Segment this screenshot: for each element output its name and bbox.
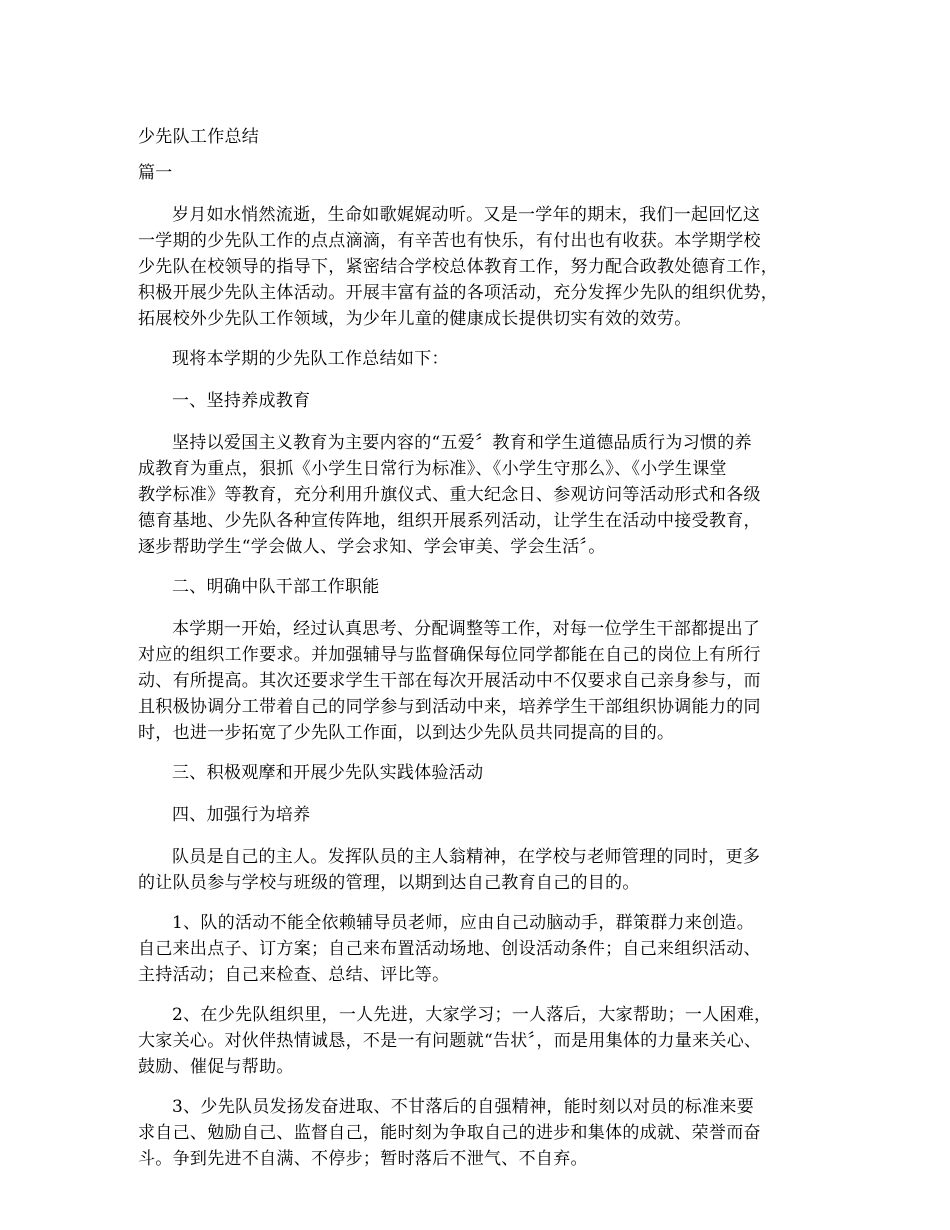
paragraph [138, 1002, 828, 1080]
paragraph [138, 910, 828, 988]
heading-text: 现将本学期的少先队工作总结如下： [172, 349, 449, 369]
paragraph-line: 一学期的少先队工作的点点滴滴，有辛苦也有快乐，有付出也有收获。本学期学校 [138, 231, 761, 251]
paragraph-line: 自己来出点子、订方案；自己来布置活动场地、创设活动条件；自己来组织活动、 [138, 939, 761, 959]
section-heading [138, 802, 828, 828]
paragraph-line: 拓展校外少先队工作领域，为少年儿童的健康成长提供切实有效的效劳。 [138, 309, 692, 329]
paragraph-line: 动、有所提高。其次还要求学生干部在每次开展活动中不仅要求自己亲身参与，而 [138, 671, 761, 691]
paragraph-line: 大家关心。对伙伴热情诚恳，不是一有问题就“告状〞，而是用集体的力量来关心、 [138, 1031, 762, 1051]
paragraph-line: 少先队在校领导的指导下，紧密结合学校总体教育工作，努力配合政教处德育工作， [138, 257, 779, 277]
section-heading [138, 346, 828, 372]
paragraph-line: 对应的组织工作要求。并加强辅导与监督确保每位同学都能在自己的岗位上有所行 [138, 645, 761, 665]
paragraph-line: 鼓励、催促与帮助。 [138, 1057, 294, 1077]
document-body [138, 202, 828, 1172]
paragraph-line: 斗。争到先进不自满、不停步；暂时落后不泄气、不自弃。 [138, 1149, 588, 1169]
paragraph-line: 教学标准》等教育，充分利用升旗仪式、重大纪念日、参观访问等活动形式和各级 [138, 485, 761, 505]
paragraph-line: 且积极协调分工带着自己的同学参与到活动中来，培养学生干部组织协调能力的同 [138, 697, 761, 717]
heading-text: 二、明确中队干部工作职能 [172, 577, 380, 597]
section-heading [138, 760, 828, 786]
paragraph-line: 时，也进一步拓宽了少先队工作面，以到达少先队员共同提高的目的。 [138, 723, 675, 743]
paragraph-line: 3、少先队员发扬发奋进取、不甘落后的自强精神，能时刻以对员的标准来要 [172, 1097, 755, 1117]
paragraph [138, 616, 828, 746]
paragraph [138, 844, 828, 896]
paragraph-line: 逐步帮助学生“学会做人、学会求知、学会审美、学会生活〞。 [138, 537, 606, 557]
heading-text: 四、加强行为培养 [172, 805, 311, 825]
section-heading [138, 574, 828, 600]
paragraph-line: 岁月如水悄然流逝，生命如歌娓娓动听。又是一学年的期末，我们一起回忆这 [172, 205, 761, 225]
heading-text: 一、坚持养成教育 [172, 391, 311, 411]
heading-text: 三、积极观摩和开展少先队实践体验活动 [172, 763, 484, 783]
paragraph-line: 积极开展少先队主体活动。开展丰富有益的各项活动，充分发挥少先队的组织优势， [138, 283, 779, 303]
paragraph-line: 德育基地、少先队各种宣传阵地，组织开展系列活动，让学生在活动中接受教育， [138, 511, 761, 531]
paragraph-line: 坚持以爱国主义教育为主要内容的“五爱〞教育和学生道德品质行为习惯的养 [172, 433, 752, 453]
paragraph-line: 成教育为重点，狠抓《小学生日常行为标准》、《小学生守那么》、《小学生课堂 [138, 459, 727, 479]
paragraph-line: 主持活动；自己来检查、总结、评比等。 [138, 965, 450, 985]
document-title: 少先队工作总结 [138, 127, 260, 147]
paragraph-line: 的让队员参与学校与班级的管理，以期到达自己教育自己的目的。 [138, 873, 640, 893]
paragraph [138, 430, 828, 560]
paragraph-line: 1、队的活动不能全依赖辅导员老师，应由自己动脑动手，群策群力来创造。 [172, 913, 755, 933]
document-subtitle: 篇一 [138, 163, 173, 183]
paragraph-line: 本学期一开始，经过认真思考、分配调整等工作，对每一位学生干部都提出了 [172, 619, 761, 639]
paragraph [138, 202, 828, 332]
document-page [138, 124, 828, 1186]
section-heading [138, 388, 828, 414]
paragraph-line: 求自己、勉励自己、监督自己，能时刻为争取自己的进步和集体的成就、荣誉而奋 [138, 1123, 761, 1143]
paragraph-line: 2、在少先队组织里，一人先进，大家学习；一人落后，大家帮助；一人困难， [172, 1005, 772, 1025]
paragraph-line: 队员是自己的主人。发挥队员的主人翁精神，在学校与老师管理的同时，更多 [172, 847, 761, 867]
paragraph [138, 1094, 828, 1172]
